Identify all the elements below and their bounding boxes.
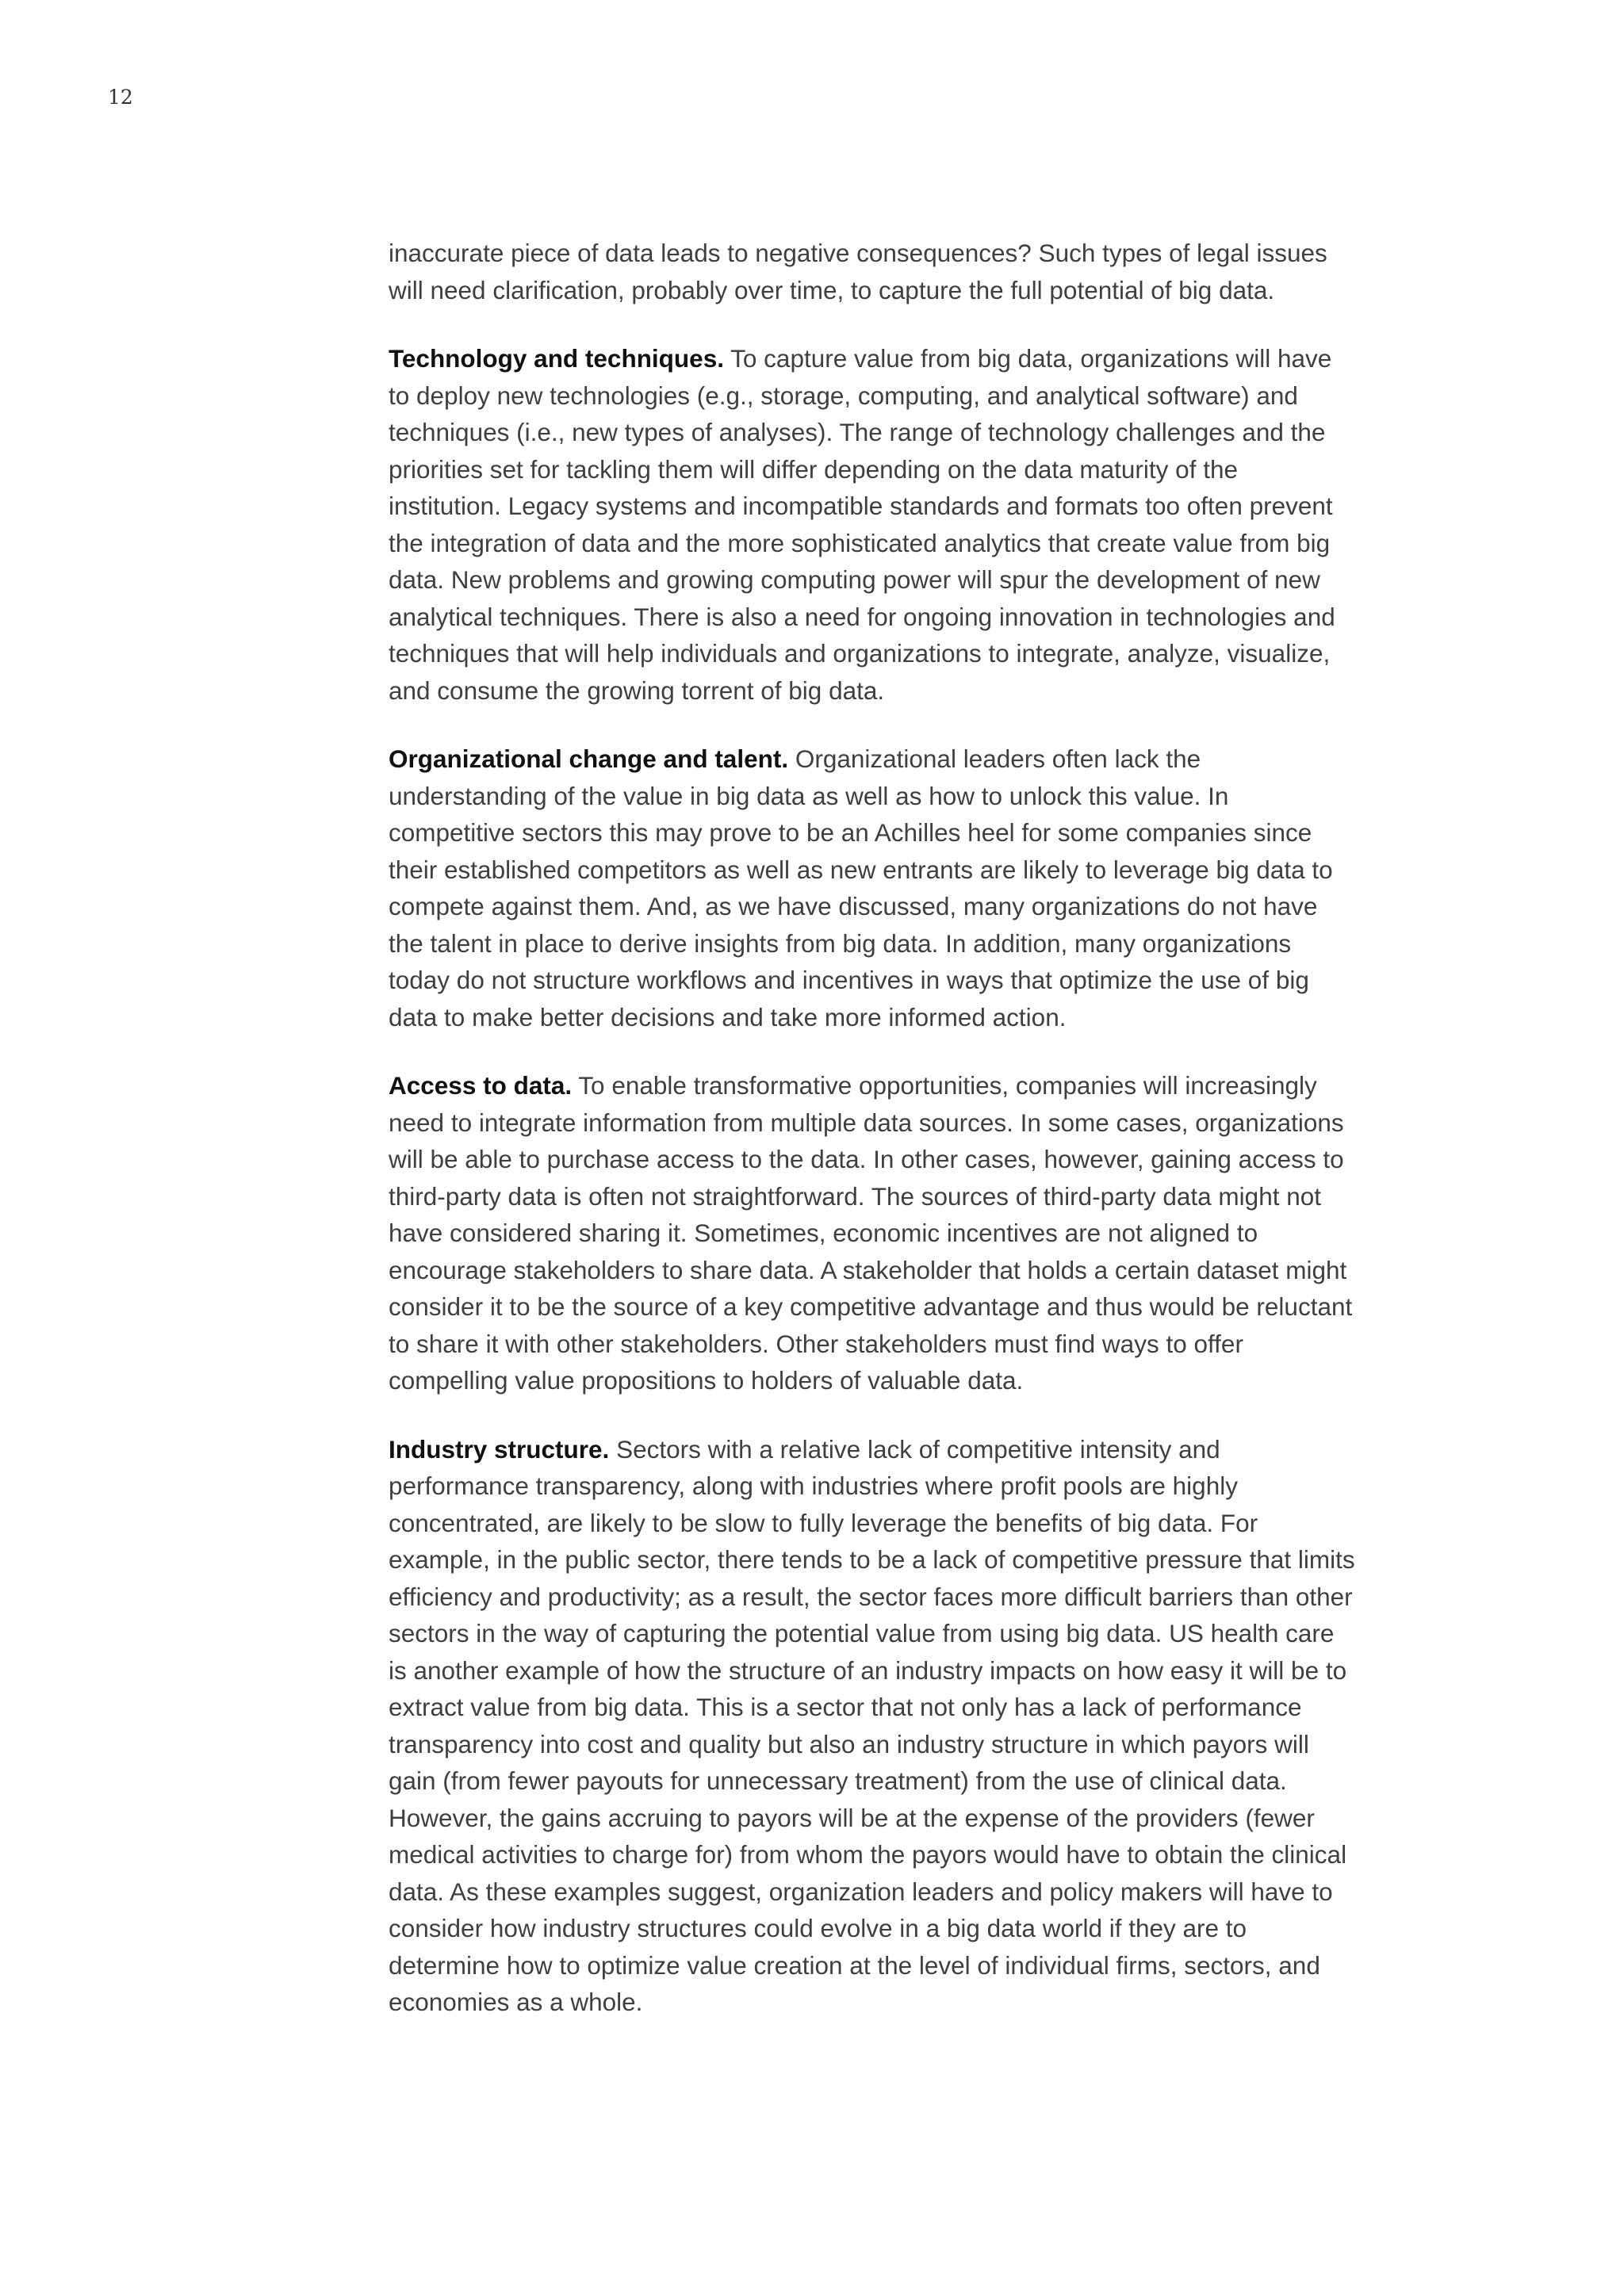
paragraph-text: Organizational leaders often lack the understanding of the value in big data as well as how to unlock this value. In competitive sectors this may prove to be an Achilles heel for some companies since their established competitors as well as new entrants are likely to leverage big data to compete against them. And, as we have discussed, many organizations do not have the talent in place to derive insights from big data. In addition, many organizations today do not structure workflows and incentives in ways that optimize the use of big data to make better decisions and take more informed action.	[389, 744, 1333, 1031]
page-number: 12	[108, 86, 133, 109]
paragraph-access-to-data	[389, 1067, 1356, 1399]
paragraph-heading: Access to data.	[389, 1071, 573, 1100]
paragraph-heading: Organizational change and talent.	[389, 744, 789, 773]
paragraph-industry-structure	[389, 1431, 1356, 2021]
paragraph-legal-issues-continued	[389, 235, 1356, 308]
paragraph-heading: Industry structure.	[389, 1434, 610, 1464]
paragraph-text: To capture value from big data, organizations will have to deploy new technologies (e.g., storage, computing, and analytical software) and techniques (i.e., new types of analyses). The range of technology challenges and the priorities set for tackling them will differ depending on the data maturity of the institution. Legacy systems and incompatible standards and formats too often prevent the integration of data and the more sophisticated analytics that create value from big data. New problems and growing computing power will spur the development of new analytical techniques. There is also a need for ongoing innovation in technologies and techniques that will help individuals and organizations to integrate, analyze, visualize, and consume the growing torrent of big data.	[389, 344, 1335, 705]
paragraph-text: To enable transformative opportunities, companies will increasingly need to integrate information from multiple data sources. In some cases, organizations will be able to purchase access to the data. In other cases, however, gaining access to third-party data is often not straightforward. The sources of third-party data might not have considered sharing it. Sometimes, economic incentives are not aligned to encourage stakeholders to share data. A stakeholder that holds a certain dataset might consider it to be the source of a key competitive advantage and thus would be reluctant to share it with other stakeholders. Other stakeholders must find ways to offer compelling value propositions to holders of valuable data.	[389, 1071, 1353, 1395]
paragraph-technology-and-techniques	[389, 340, 1356, 709]
paragraph-text: Sectors with a relative lack of competitive intensity and performance transparency, along with industries where profit pools are highly concentrated, are likely to be slow to fully leverage the benefits of big data. For example, in the public sector, there tends to be a lack of competitive pressure that limits efficiency and productivity; as a result, the sector faces more difficult barriers than other sectors in the way of capturing the potential value from using big data. US health care is another example of how the structure of an industry impacts on how easy it will be to extract value from big data. This is a sector that not only has a lack of performance transparency into cost and quality but also an industry structure in which payors will gain (from fewer payouts for unnecessary treatment) from the use of clinical data. However, the gains accruing to payors will be at the expense of the providers (fewer medical activities to charge for) from whom the payors would have to obtain the clinical data. As these examples suggest, organization leaders and policy makers will have to consider how industry structures could evolve in a big data world if they are to determine how to optimize value creation at the level of individual firms, sectors, and economies as a whole.	[389, 1434, 1355, 2016]
paragraph-organizational-change	[389, 740, 1356, 1035]
body-text	[389, 235, 1356, 2053]
paragraph-text: inaccurate piece of data leads to negative consequences? Such types of legal issues will need clarification, probably over time, to capture the full potential of big data.	[389, 239, 1327, 304]
paragraph-heading: Technology and techniques.	[389, 344, 724, 373]
